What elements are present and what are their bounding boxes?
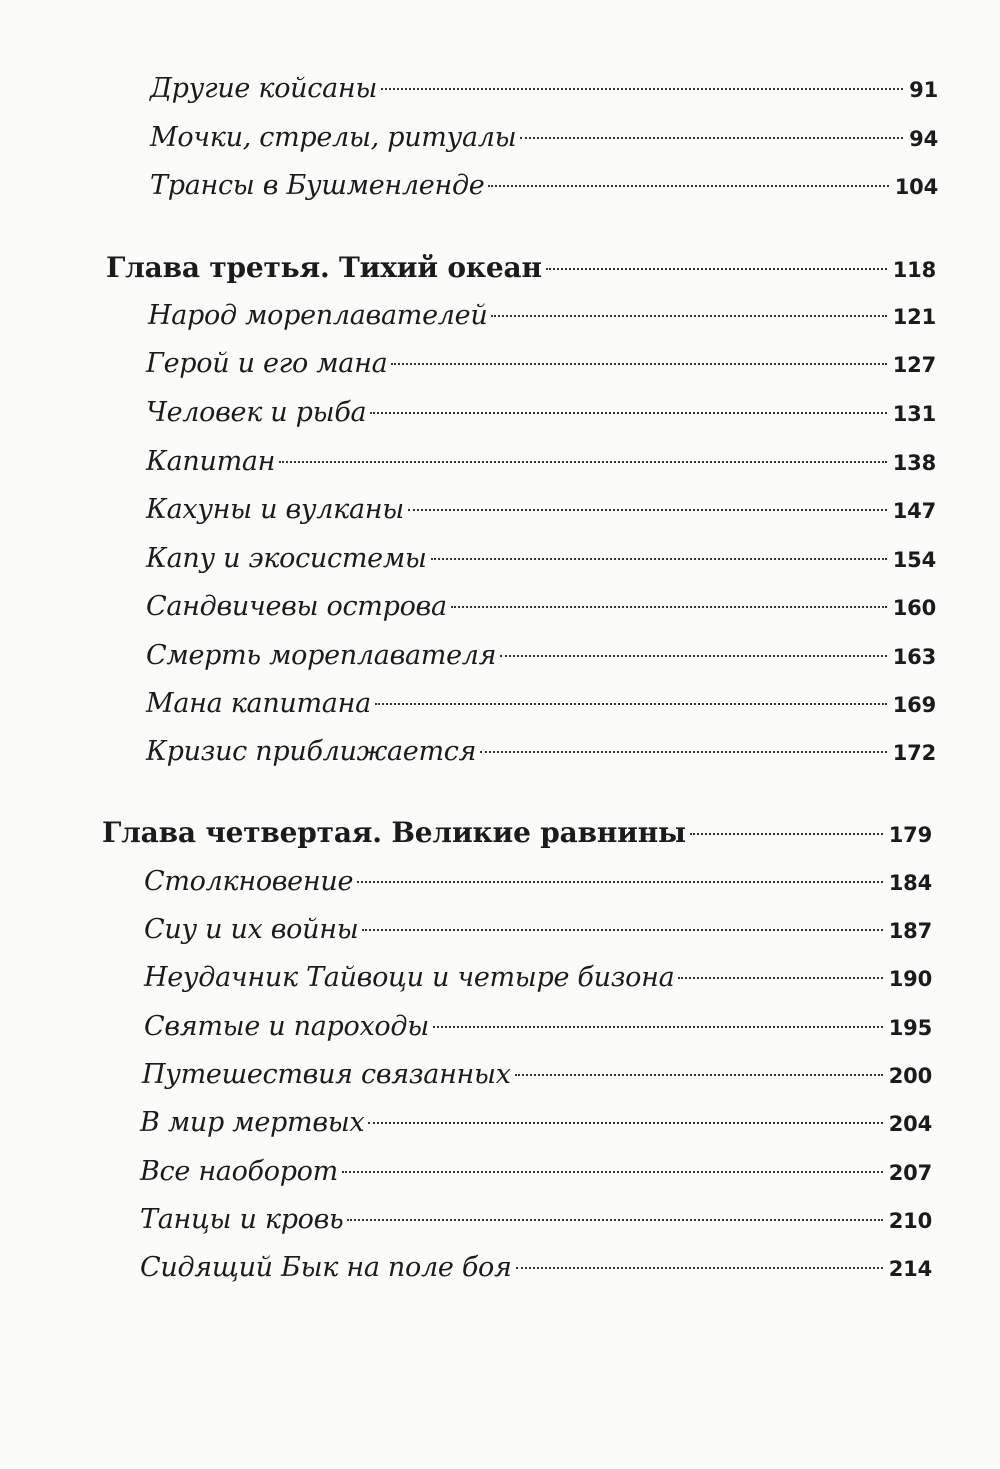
page-number: 184 [888, 871, 932, 895]
page-number: 94 [909, 127, 938, 151]
dot-leader [516, 1267, 883, 1269]
section-title: Кризис приближается [146, 736, 477, 767]
toc-section-entry [146, 490, 936, 530]
dot-leader [279, 461, 887, 463]
toc-section-entry [146, 442, 936, 482]
dot-leader [678, 977, 882, 979]
dot-leader [546, 268, 887, 270]
page-number: 210 [888, 1209, 932, 1233]
dot-leader [391, 363, 886, 365]
dot-leader [368, 1122, 882, 1124]
page-number: 118 [892, 258, 936, 282]
toc-section-entry [140, 1248, 932, 1288]
dot-leader [342, 1171, 883, 1173]
section-title: Капитан [146, 446, 276, 477]
dot-leader [500, 655, 887, 657]
section-title: Путешествия связанных [142, 1059, 511, 1090]
dot-leader [433, 1026, 883, 1028]
section-title: Смерть мореплавателя [146, 640, 497, 671]
toc-section-entry [148, 296, 936, 336]
dot-leader [357, 881, 883, 883]
page-number: 190 [888, 967, 932, 991]
page-number: 169 [892, 693, 936, 717]
page-number: 187 [888, 919, 932, 943]
dot-leader [451, 606, 887, 608]
section-title: Герой и его мана [146, 348, 388, 379]
section-title: Мана капитана [146, 688, 371, 719]
toc-section-entry [140, 1152, 932, 1192]
dot-leader [347, 1219, 882, 1221]
dot-leader [431, 558, 887, 560]
toc-section-entry [140, 1200, 932, 1240]
dot-leader [375, 703, 887, 705]
dot-leader [491, 315, 886, 317]
page-number: 214 [888, 1257, 932, 1281]
dot-leader [480, 751, 887, 753]
page-number: 138 [892, 451, 936, 475]
chapter-title: Глава четвертая. Великие равнины [102, 816, 686, 849]
toc-section-entry [144, 1007, 932, 1047]
section-title: Кахуны и вулканы [146, 494, 404, 525]
toc-section-entry [142, 1055, 932, 1095]
section-title: Мочки, стрелы, ритуалы [150, 122, 517, 153]
section-title: Капу и экосистемы [146, 543, 427, 574]
dot-leader [515, 1074, 883, 1076]
section-title: Танцы и кровь [140, 1204, 344, 1235]
page-number: 172 [892, 741, 936, 765]
toc-section-entry [146, 393, 936, 433]
section-title: Столкновение [144, 866, 354, 897]
toc-section-entry [146, 684, 936, 724]
toc-section-entry [146, 539, 936, 579]
page-number: 154 [892, 548, 936, 572]
dot-leader [362, 929, 882, 931]
toc-section-entry [150, 118, 938, 158]
page-number: 91 [909, 78, 938, 102]
dot-leader [370, 412, 886, 414]
toc-section-entry [146, 344, 936, 384]
dot-leader [408, 509, 887, 511]
toc-section-entry [140, 1103, 932, 1143]
dot-leader [690, 833, 883, 835]
section-title: Человек и рыба [146, 397, 367, 428]
section-title: Сандвичевы острова [146, 591, 447, 622]
section-title: Сиу и их войны [144, 914, 359, 945]
toc-section-entry [144, 862, 932, 902]
section-title: Народ мореплавателей [148, 300, 488, 331]
toc-chapter-entry [106, 248, 936, 288]
toc-chapter-entry [102, 813, 932, 853]
page-number: 104 [894, 175, 938, 199]
page-number: 179 [888, 823, 932, 847]
dot-leader [488, 185, 888, 187]
section-title: В мир мертвых [140, 1107, 365, 1138]
page-number: 207 [888, 1161, 932, 1185]
toc-section-entry [144, 958, 932, 998]
section-title: Сидящий Бык на поле боя [140, 1252, 512, 1283]
section-title: Неудачник Тайвоци и четыре бизона [144, 962, 675, 993]
section-title: Все наоборот [140, 1156, 338, 1187]
section-title: Другие койсаны [150, 73, 378, 104]
page-number: 121 [892, 305, 936, 329]
toc-section-entry [150, 166, 938, 206]
toc-section-entry [146, 732, 936, 772]
section-title: Трансы в Бушменленде [150, 170, 485, 201]
page-number: 147 [892, 499, 936, 523]
page-number: 195 [888, 1016, 932, 1040]
page-number: 131 [892, 402, 936, 426]
page-number: 160 [892, 596, 936, 620]
dot-leader [520, 137, 903, 139]
page-number: 127 [892, 353, 936, 377]
section-title: Святые и пароходы [144, 1011, 429, 1042]
toc-section-entry [146, 636, 936, 676]
page-number: 204 [888, 1112, 932, 1136]
toc-section-entry [150, 69, 938, 109]
toc-section-entry [146, 587, 936, 627]
page-number: 163 [892, 645, 936, 669]
dot-leader [381, 88, 903, 90]
page-number: 200 [888, 1064, 932, 1088]
toc-section-entry [144, 910, 932, 950]
chapter-title: Глава третья. Тихий океан [106, 251, 542, 284]
